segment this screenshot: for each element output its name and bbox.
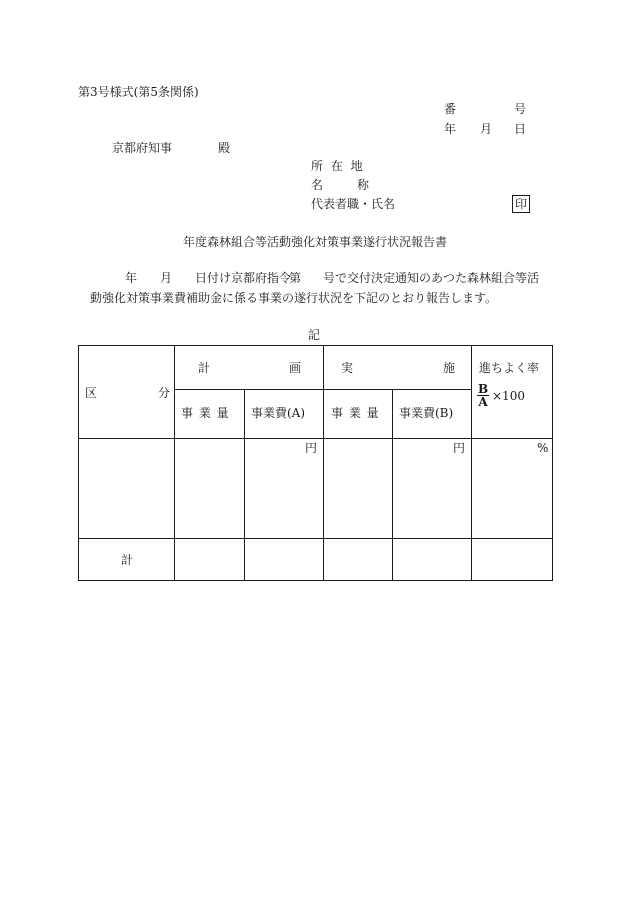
date-day-label: 日 xyxy=(514,122,527,136)
total-row-label: 計 xyxy=(121,553,134,567)
fraction-numerator: B xyxy=(478,382,489,396)
header-bottom-divider xyxy=(79,438,552,439)
total-row-divider xyxy=(79,538,552,539)
body-year: 年 xyxy=(125,271,138,285)
col-divider-4 xyxy=(392,389,393,580)
plan-cost-header: 事業費(A) xyxy=(251,406,306,420)
body-directive-date: 日付け京都府指令 xyxy=(195,271,292,285)
plan-cost-unit: 円 xyxy=(305,441,318,455)
plan-quantity-header: 事 業 量 xyxy=(181,406,229,420)
progress-rate-label: 進ちよく率 xyxy=(479,361,540,375)
col-divider-2 xyxy=(244,389,245,580)
col-divider-3 xyxy=(323,346,324,580)
date-year-label: 年 xyxy=(444,122,457,136)
actual-cost-unit: 円 xyxy=(453,441,466,455)
fraction-multiplier: ×100 xyxy=(492,389,525,403)
fraction-denominator: A xyxy=(478,395,488,409)
document-title: 年度森林組合等活動強化対策事業遂行状況報告書 xyxy=(183,235,448,249)
progress-unit: % xyxy=(537,441,549,455)
plan-label-kei: 計 xyxy=(198,361,211,375)
body-line2: 動強化対策事業費補助金に係る事業の遂行状況を下記のとおり報告します。 xyxy=(90,291,498,305)
number-label-ban: 番 xyxy=(444,102,457,116)
kubun-label-ku: 区 xyxy=(85,386,98,400)
col-divider-1 xyxy=(174,346,175,580)
addressee-name: 京都府知事 xyxy=(112,141,173,155)
actual-quantity-header: 事 業 量 xyxy=(331,406,379,420)
body-dai: 第 xyxy=(289,271,302,285)
representative-label: 代表者職・氏名 xyxy=(311,197,396,211)
actual-label-shi: 施 xyxy=(443,361,456,375)
body-month: 月 xyxy=(160,271,173,285)
form-number: 第3号様式(第5条関係) xyxy=(78,85,199,99)
actual-label-jitsu: 実 xyxy=(341,361,354,375)
address-label: 所 在 地 xyxy=(311,159,363,173)
name-label-sho: 称 xyxy=(357,178,370,192)
addressee-honorific: 殿 xyxy=(218,141,231,155)
kubun-label-bun: 分 xyxy=(158,386,171,400)
progress-fraction xyxy=(477,383,489,408)
report-table xyxy=(78,345,553,581)
seal-mark: 印 xyxy=(512,195,530,213)
body-line1-rest: 号で交付決定通知のあつた森林組合等活 xyxy=(323,271,540,285)
ki-label: 記 xyxy=(308,328,321,342)
plan-label-ga: 画 xyxy=(289,361,302,375)
date-month-label: 月 xyxy=(480,122,493,136)
name-label-mei: 名 xyxy=(311,178,324,192)
actual-cost-header: 事業費(B) xyxy=(399,406,454,420)
col-divider-5 xyxy=(471,346,472,580)
number-label-go: 号 xyxy=(514,102,527,116)
